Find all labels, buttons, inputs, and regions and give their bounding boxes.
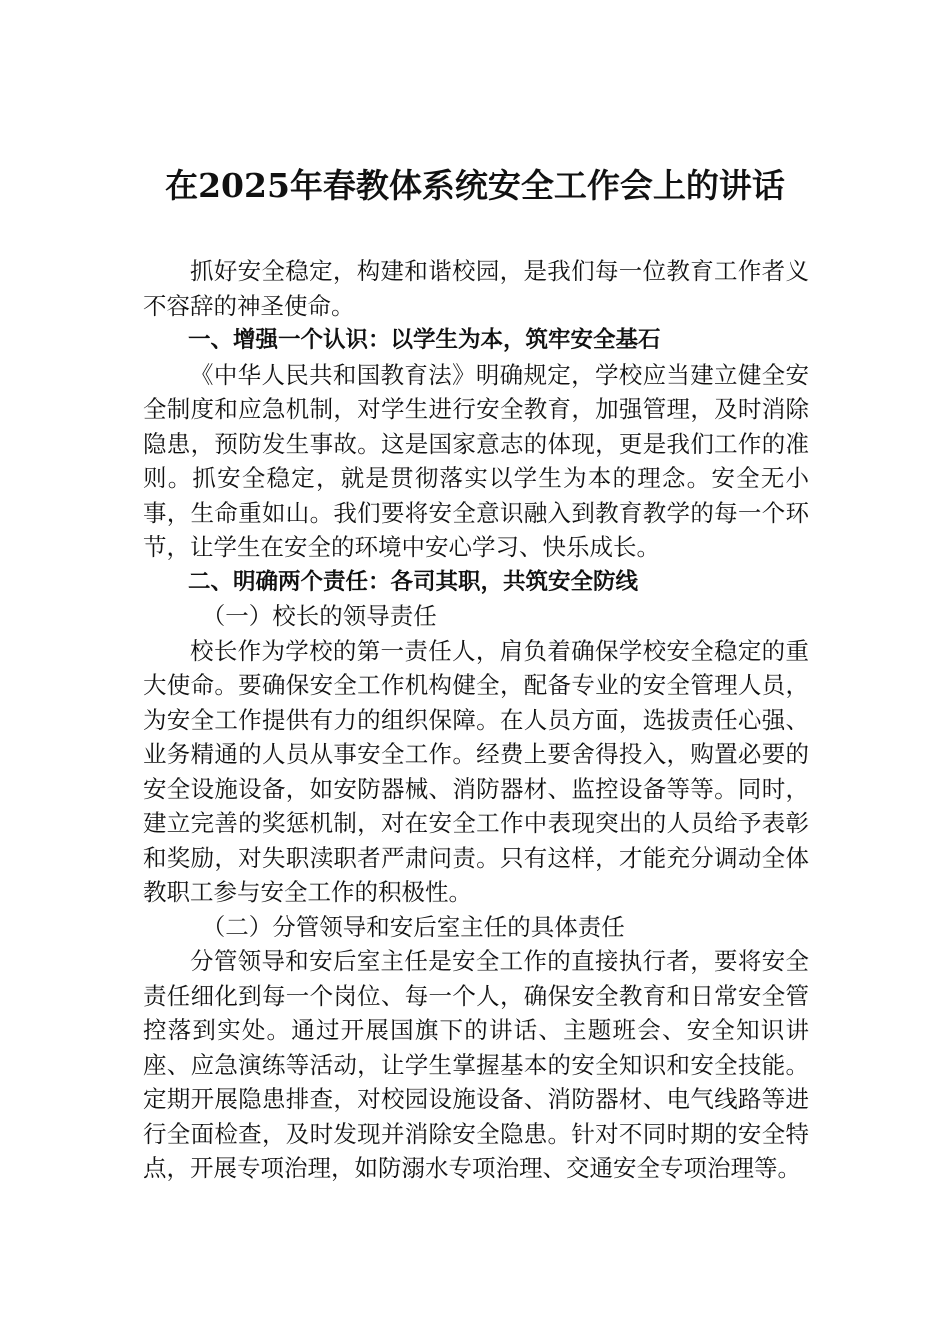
- body-paragraph: 分管领导和安后室主任是安全工作的直接执行者，要将安全责任细化到每一个岗位、每一个人，确保安全教育和日常安全管控落到实处。通过开展国旗下的讲话、主题班会、安全知识讲座、应急演练等活动，让学生掌握基本的安全知识和安全技能。定期开展隐患排查，对校园设施设备、消防器材、电气线路等进行全面检查，及时发现并消除安全隐患。针对不同时期的安全特点，开展专项治理，如防溺水专项治理、交通安全专项治理等。: [143, 947, 809, 1182]
- section-heading-1: 一、增强一个认识：以学生为本，筑牢安全基石: [188, 327, 661, 353]
- body-paragraph: 校长作为学校的第一责任人，肩负着确保学校安全稳定的重大使命。要确保安全工作机构健全，配备专业的安全管理人员，为安全工作提供有力的组织保障。在人员方面，选拔责任心强、业务精通的人员从事安全工作。经费上要舍得投入，购置必要的安全设施设备，如安防器械、消防器材、监控设备等等。同时，建立完善的奖惩机制，对在安全工作中表现突出的人员给予表彰和奖励，对失职渎职者严肃问责。只有这样，才能充分调动全体教职工参与安全工作的积极性。: [143, 636, 809, 906]
- document-body: [143, 254, 809, 1186]
- section-heading-2: 二、明确两个责任：各司其职，共筑安全防线: [188, 568, 639, 595]
- page-title: 在2025年春教体系统安全工作会上的讲话: [165, 166, 785, 205]
- subsection-heading-2: （二）分管领导和安后室主任的具体责任: [201, 912, 625, 941]
- intro-paragraph: 抓好安全稳定，构建和谐校园，是我们每一位教育工作者义不容辞的神圣使命。: [143, 257, 809, 320]
- subsection-heading-1: （一）校长的领导责任: [201, 602, 437, 630]
- body-paragraph: 《中华人民共和国教育法》明确规定，学校应当建立健全安全制度和应急机制，对学生进行安全教育，加强管理，及时消除隐患，预防发生事故。这是国家意志的体现，更是我们工作的准则。抓安全稳定，就是贯彻落实以学生为本的理念。安全无小事，生命重如山。我们要将安全意识融入到教育教学的每一个环节，让学生在安全的环境中安心学习、快乐成长。: [143, 360, 809, 561]
